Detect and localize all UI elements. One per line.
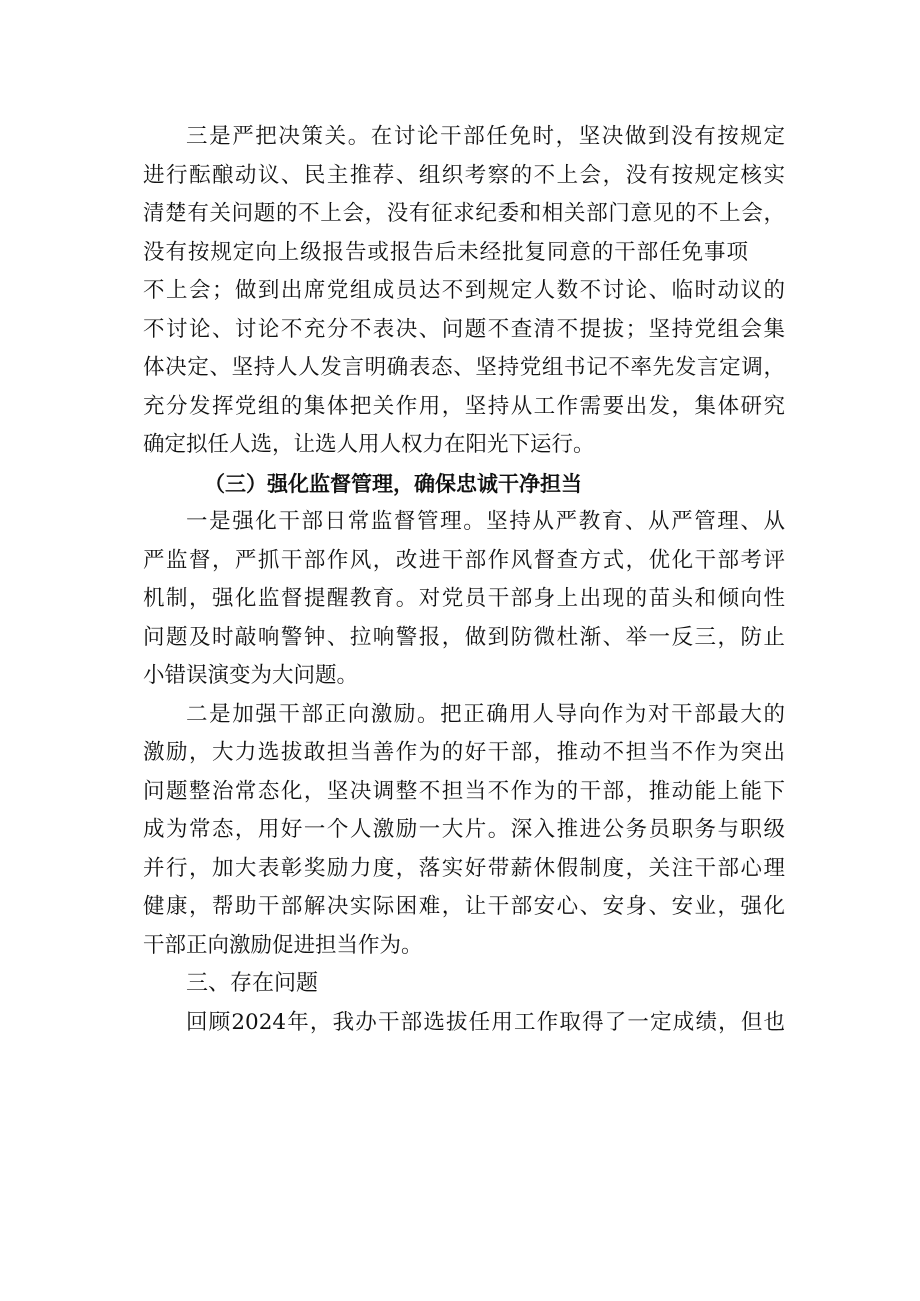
text-line: 确定拟任人选，让选人用人权力在阳光下运行。 bbox=[143, 432, 595, 457]
text-line: 严监督，严抓干部作风，改进干部作风督查方式，优化干部考评 bbox=[143, 547, 785, 573]
paragraph-daily-supervision bbox=[143, 503, 785, 696]
paragraph-positive-incentive bbox=[143, 696, 785, 966]
text-line: 回顾2024年，我办干部选拔任用工作取得了一定成绩，但也 bbox=[186, 1009, 785, 1035]
text-line: 二是加强干部正向激励。把正确用人导向作为对干部最大的 bbox=[186, 701, 785, 727]
document-page bbox=[143, 118, 785, 1042]
text-line: 清楚有关问题的不上会，没有征求纪委和相关部门意见的不上会， bbox=[143, 201, 785, 226]
text-line: 三是严把决策关。在讨论干部任免时，坚决做到没有按规定 bbox=[186, 124, 785, 149]
paragraph-review bbox=[143, 1004, 785, 1043]
text-line: 没有按规定向上级报告或报告后未经批复同意的干部任免事项 bbox=[143, 239, 748, 265]
text-line: 小错误演变为大问题。 bbox=[143, 663, 359, 688]
text-line: 进行酝酿动议、民主推荐、组织考察的不上会，没有按规定核实 bbox=[143, 162, 785, 188]
text-line: 问题及时敲响警钟、拉响警报，做到防微杜渐、举一反三，防止 bbox=[143, 624, 785, 650]
text-line: 干部正向激励促进担当作为。 bbox=[143, 932, 423, 958]
text-line: 不上会；做到出席党组成员达不到规定人数不讨论、临时动议的 bbox=[143, 278, 785, 303]
subheading-supervision: （三）强化监督管理，确保忠诚干净担当 bbox=[204, 471, 582, 496]
text-line: 体决定、坚持人人发言明确表态、坚持党组书记不率先发言定调， bbox=[143, 355, 785, 380]
text-line: 不讨论、讨论不充分不表决、问题不查清不提拔；坚持党组会集 bbox=[143, 316, 785, 342]
text-line: 机制，强化监督提醒教育。对党员干部身上出现的苗头和倾向性 bbox=[143, 586, 785, 611]
text-line: 充分发挥党组的集体把关作用，坚持从工作需要出发，集体研究 bbox=[143, 393, 785, 419]
text-line: 问题整治常态化，坚决调整不担当不作为的干部，推动能上能下 bbox=[143, 778, 785, 804]
text-line: 激励，大力选拔敢担当善作为的好干部，推动不担当不作为突出 bbox=[143, 740, 785, 765]
text-line: 一是强化干部日常监督管理。坚持从严教育、从严管理、从 bbox=[186, 509, 785, 534]
text-line: 并行，加大表彰奖励力度，落实好带薪休假制度，关注干部心理 bbox=[143, 855, 785, 881]
paragraph-strict-decision bbox=[143, 118, 785, 465]
text-line: 成为常态，用好一个人激励一大片。深入推进公务员职务与职级 bbox=[143, 817, 785, 842]
section-heading-problems: 三、存在问题 bbox=[186, 971, 319, 996]
text-line: 健康，帮助干部解决实际困难，让干部安心、安身、安业，强化 bbox=[143, 894, 785, 919]
